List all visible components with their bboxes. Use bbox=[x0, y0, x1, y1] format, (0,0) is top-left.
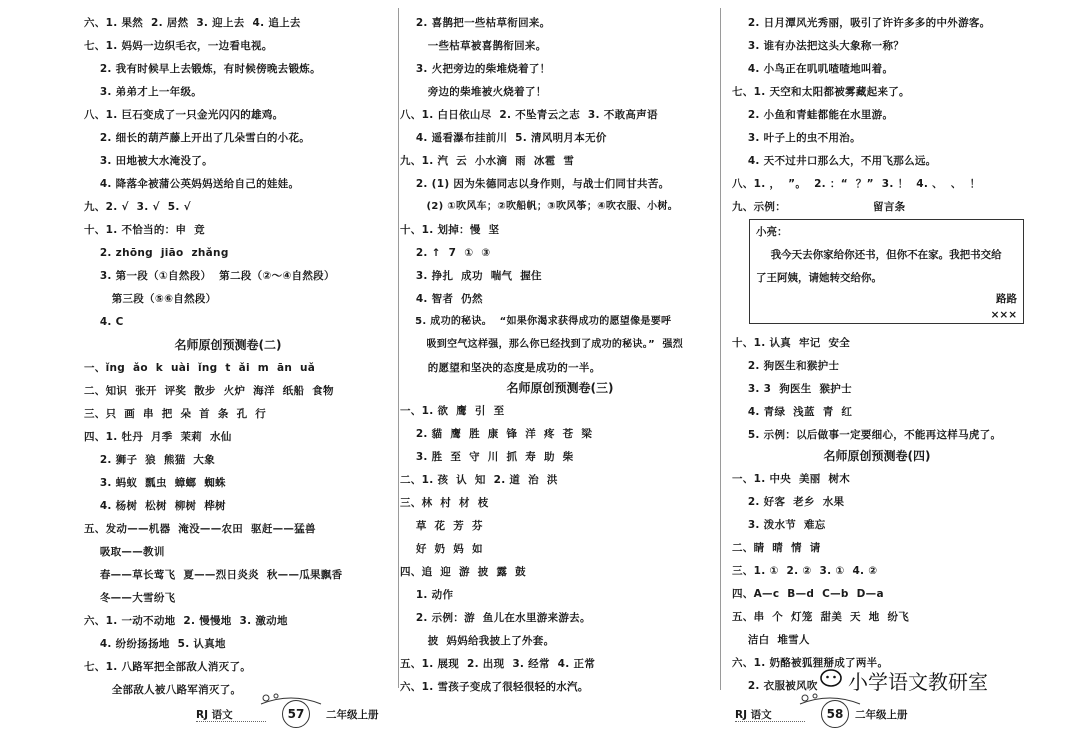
answer-line: 5. 成功的秘诀。 “如果你渴求获得成功的愿望像是要呼 bbox=[400, 316, 672, 327]
footer-rule bbox=[196, 721, 266, 722]
answer-line: 3. 3 狗医生 猴护士 bbox=[732, 383, 852, 395]
answer-line: 4. C bbox=[84, 316, 124, 328]
answer-line: 3. 第一段（①自然段） 第二段（②～④自然段） bbox=[84, 270, 335, 282]
answer-line: 3. 挣扎 成功 喘气 握住 bbox=[400, 270, 542, 282]
answer-line: 草 花 芳 芬 bbox=[400, 520, 483, 532]
answer-line: 2. 狮子 狼 熊猫 大象 bbox=[84, 454, 216, 466]
answer-line: 九、示例： 留言条 bbox=[732, 201, 906, 213]
footer-grade: 二年级上册 bbox=[326, 709, 379, 721]
answer-line: 好 奶 妈 如 bbox=[400, 543, 483, 555]
answer-line: 5. 示例：以后做事一定要细心，不能再这样马虎了。 bbox=[732, 429, 1002, 441]
answer-line: 七、1. 八路军把全部敌人消灭了。 bbox=[84, 661, 252, 673]
footer-subject: RJ 语文 bbox=[196, 709, 233, 721]
answer-line: 七、1. 天空和太阳都被雾藏起来了。 bbox=[732, 86, 910, 98]
answer-line: 九、2. √ 3. √ 5. √ bbox=[84, 201, 191, 213]
answer-line: 的愿望和坚决的态度是成功的一半。 bbox=[400, 362, 601, 374]
column-divider bbox=[720, 8, 721, 690]
answer-line: 3. 叶子上的虫不用治。 bbox=[732, 132, 861, 144]
answer-line: 三、1. ① 2. ② 3. ① 4. ② bbox=[732, 565, 878, 577]
answer-line: 3. 泼水节 难忘 bbox=[732, 519, 826, 531]
answer-line: 三、只 画 串 把 朵 首 条 孔 行 bbox=[84, 408, 267, 420]
page-footer-right bbox=[735, 700, 935, 726]
answer-line: 2. 好客 老乡 水果 bbox=[732, 496, 845, 508]
answer-line: 三、林 村 材 枝 bbox=[400, 497, 489, 509]
watermark-text: 小学语文教研室 bbox=[848, 670, 988, 694]
answer-line: 4. 降落伞被蒲公英妈妈送给自己的娃娃。 bbox=[84, 178, 300, 190]
answer-line: 二、1. 孩 认 知 2. 道 治 洪 bbox=[400, 474, 558, 486]
answer-line: 五、1. 展现 2. 出现 3. 经常 4. 正常 bbox=[400, 658, 596, 670]
answer-line: 4. 智者 仍然 bbox=[400, 293, 483, 305]
answer-line: 3. 谁有办法把这头大象称一称？ bbox=[732, 40, 905, 52]
section-heading: 名师原创预测卷(三) bbox=[506, 381, 614, 395]
answer-line: 2. 狗医生和猴护士 bbox=[732, 360, 840, 372]
page-footer-left bbox=[196, 700, 396, 726]
footer-rule bbox=[735, 721, 805, 722]
answer-line: 3. 蚂蚁 瓢虫 蟑螂 蜘蛛 bbox=[84, 477, 226, 489]
answer-line: 吸取——教训 bbox=[84, 546, 165, 558]
answer-line: 九、1. 汽 云 小水滴 雨 冰雹 雪 bbox=[400, 155, 575, 167]
message-note-box bbox=[749, 219, 1024, 324]
page-number: 58 bbox=[821, 700, 849, 728]
answer-line: 2. 喜鹊把一些枯草衔回来。 bbox=[400, 17, 551, 29]
answer-line: 2. ↑ 7 ① ③ bbox=[400, 247, 491, 259]
answer-line: 十、1. 认真 牢记 安全 bbox=[732, 337, 851, 349]
answer-line: 2. 小鱼和青蛙都能在水里游。 bbox=[732, 109, 894, 121]
answer-line: 一、1. 欲 鹰 引 至 bbox=[400, 405, 505, 417]
answer-line: 七、1. 妈妈一边织毛衣，一边看电视。 bbox=[84, 40, 273, 52]
section-heading: 名师原创预测卷(四) bbox=[823, 449, 931, 463]
answer-line: 1. 动作 bbox=[400, 589, 454, 601]
page-number: 57 bbox=[282, 700, 310, 728]
answer-line: 第三段（⑤⑥自然段） bbox=[84, 293, 217, 305]
answer-line: 4. 青绿 浅蓝 青 红 bbox=[732, 406, 853, 418]
answer-line: 2. 日月潭风光秀丽，吸引了许许多多的中外游客。 bbox=[732, 17, 991, 29]
column-divider bbox=[398, 8, 399, 688]
answer-line: 旁边的柴堆被火烧着了！ bbox=[400, 86, 547, 98]
answer-line: 六、1. 果然 2. 居然 3. 迎上去 4. 追上去 bbox=[84, 17, 301, 29]
answer-line: 4. 天不过井口那么大，不用飞那么远。 bbox=[732, 155, 937, 167]
answer-line: 六、1. 奶酪被狐狸掰成了两半。 bbox=[732, 657, 889, 669]
answer-line: 十、1. 划掉：慢 坚 bbox=[400, 224, 500, 236]
answer-line: 2. zhōng jiāo zhǎng bbox=[84, 247, 229, 259]
answer-line: 五、发动——机器 淹没——农田 驱赶——猛兽 bbox=[84, 523, 316, 535]
answer-line: 2. 貓 鹰 胜 康 锋 洋 疼 苍 梁 bbox=[400, 428, 593, 440]
answer-line: 披 妈妈给我披上了外套。 bbox=[400, 635, 555, 647]
answer-line: 四、1. 牡丹 月季 茉莉 水仙 bbox=[84, 431, 232, 443]
answer-line: 吸到空气这样强，那么你已经找到了成功的秘诀。” 强烈 bbox=[400, 339, 684, 350]
answer-line: 春——草长莺飞 夏——烈日炎炎 秋——瓜果飘香 bbox=[84, 569, 343, 581]
footer-subject: RJ 语文 bbox=[735, 709, 772, 721]
note-recipient: 小亮： bbox=[756, 226, 788, 238]
answer-line: 一、ǐng ǎo k uài ǐng t ǎi m ān uǎ bbox=[84, 362, 316, 374]
note-date: ××× bbox=[990, 309, 1017, 321]
footer-grade: 二年级上册 bbox=[855, 709, 908, 721]
answer-line: 一、1. 中央 美丽 树木 bbox=[732, 473, 851, 485]
answer-line: 八、1. 白日依山尽 2. 不坠青云之志 3. 不敢高声语 bbox=[400, 109, 658, 121]
answer-line: 五、串 个 灯笼 甜美 天 地 纷飞 bbox=[732, 611, 910, 623]
answer-line: 4. 杨树 松树 柳树 桦树 bbox=[84, 500, 226, 512]
section-heading: 名师原创预测卷(二) bbox=[174, 338, 282, 352]
answer-line: 2. 细长的葫芦藤上开出了几朵雪白的小花。 bbox=[84, 132, 311, 144]
answer-line: 八、1. ， ”。 2. ：“ ？” 3. ！ 4. 、 、 ！ bbox=[732, 178, 981, 190]
note-body: 了王阿姨，请她转交给你。 bbox=[756, 272, 882, 284]
answer-line: 四、A—c B—d C—b D—a bbox=[732, 588, 884, 600]
answer-line: 4. 小鸟正在叽叽喳喳地叫着。 bbox=[732, 63, 894, 75]
answer-line: 四、追 迎 游 披 露 鼓 bbox=[400, 566, 526, 578]
answer-line: 4. 纷纷扬扬地 5. 认真地 bbox=[84, 638, 226, 650]
answer-line: 4. 遥看瀑布挂前川 5. 清风明月本无价 bbox=[400, 132, 607, 144]
answer-line: 一些枯草被喜鹊衔回来。 bbox=[400, 40, 547, 52]
note-body: 我今天去你家给你还书，但你不在家。我把书交给 bbox=[756, 249, 1002, 261]
answer-line: 全部敌人被八路军消灭了。 bbox=[84, 684, 242, 696]
answer-line: 2. 示例：游 鱼儿在水里游来游去。 bbox=[400, 612, 591, 624]
answer-line: (2) ①吹风车；②吹船帆；③吹风筝；④吹衣服、小树。 bbox=[400, 201, 679, 212]
answer-line: 3. 田地被大水淹没了。 bbox=[84, 155, 213, 167]
answer-line: 二、知识 张开 评奖 散步 火炉 海洋 纸船 食物 bbox=[84, 385, 334, 397]
answer-line: 2. 衣服被风吹 bbox=[732, 680, 818, 692]
answer-line: 3. 弟弟才上一年级。 bbox=[84, 86, 203, 98]
answer-line: 六、1. 雪孩子变成了很轻很轻的水汽。 bbox=[400, 681, 589, 693]
note-signature: 路路 bbox=[996, 293, 1017, 305]
answer-line: 六、1. 一动不动地 2. 慢慢地 3. 激动地 bbox=[84, 615, 288, 627]
wechat-icon bbox=[820, 668, 846, 690]
answer-line: 2. 我有时候早上去锻炼，有时候傍晚去锻炼。 bbox=[84, 63, 321, 75]
answer-line: 冬——大雪纷飞 bbox=[84, 592, 176, 604]
answer-line: 八、1. 巨石变成了一只金光闪闪的雄鸡。 bbox=[84, 109, 284, 121]
answer-line: 3. 火把旁边的柴堆烧着了！ bbox=[400, 63, 551, 75]
answer-line: 二、睛 晴 情 请 bbox=[732, 542, 821, 554]
answer-line: 2. (1) 因为朱德同志以身作则，与战士们同甘共苦。 bbox=[400, 178, 670, 190]
answer-line: 洁白 堆雪人 bbox=[732, 634, 810, 646]
answer-line: 3. 胜 至 守 川 抓 寿 助 柴 bbox=[400, 451, 574, 463]
answer-line: 十、1. 不恰当的：申 竞 bbox=[84, 224, 205, 236]
